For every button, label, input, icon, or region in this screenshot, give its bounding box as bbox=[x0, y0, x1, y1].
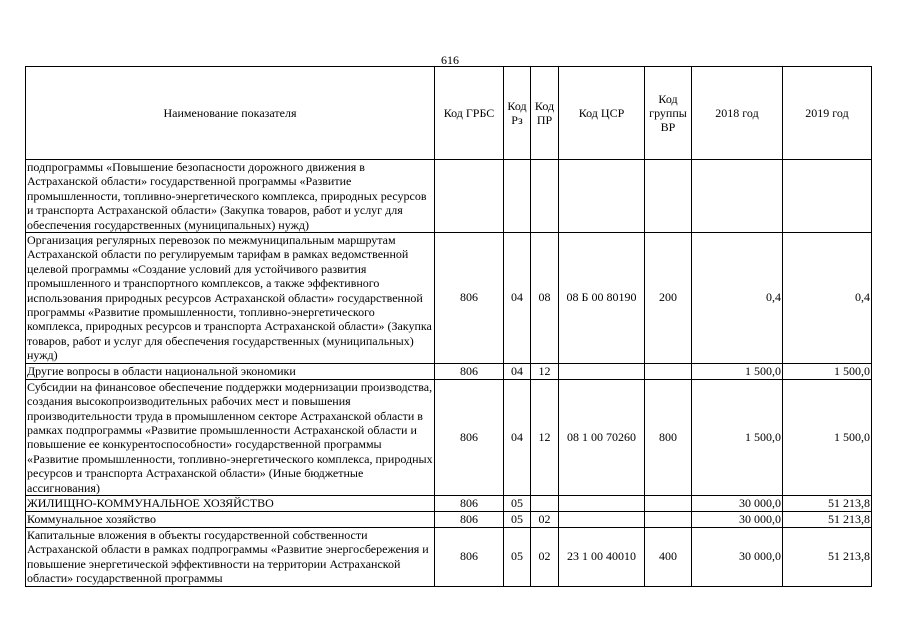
row-2019: 51 213,8 bbox=[783, 495, 872, 511]
table-row bbox=[26, 160, 872, 233]
row-2019 bbox=[783, 160, 872, 233]
row-2018: 0,4 bbox=[692, 233, 783, 364]
row-2019: 51 213,8 bbox=[783, 527, 872, 586]
row-pr: 12 bbox=[531, 363, 559, 379]
row-vr bbox=[645, 495, 692, 511]
col-header-pr: Код ПР bbox=[531, 67, 559, 160]
row-2019: 1 500,0 bbox=[783, 363, 872, 379]
row-csr: 08 Б 00 80190 bbox=[559, 233, 645, 364]
col-header-vr: Код группы ВР bbox=[645, 67, 692, 160]
row-name: Капитальные вложения в объекты государственной собственности Астраханской области в рамках подпрограммы «Развитие энергосбережения и повышение энергетической эффективности на территории Астраханской области» государственной программы bbox=[26, 527, 435, 586]
row-grbs: 806 bbox=[435, 527, 504, 586]
row-grbs: 806 bbox=[435, 511, 504, 527]
row-rz: 04 bbox=[504, 363, 531, 379]
row-pr: 08 bbox=[531, 233, 559, 364]
col-header-rz: Код Рз bbox=[504, 67, 531, 160]
row-grbs: 806 bbox=[435, 495, 504, 511]
row-vr bbox=[645, 511, 692, 527]
row-csr bbox=[559, 160, 645, 233]
row-grbs: 806 bbox=[435, 363, 504, 379]
table-row bbox=[26, 511, 872, 527]
row-2018: 1 500,0 bbox=[692, 363, 783, 379]
row-name: ЖИЛИЩНО-КОММУНАЛЬНОЕ ХОЗЯЙСТВО bbox=[26, 495, 435, 511]
row-vr: 400 bbox=[645, 527, 692, 586]
row-2019: 51 213,8 bbox=[783, 511, 872, 527]
table-row bbox=[26, 379, 872, 495]
row-vr bbox=[645, 363, 692, 379]
row-name: Коммунальное хозяйство bbox=[26, 511, 435, 527]
row-rz: 05 bbox=[504, 495, 531, 511]
row-pr bbox=[531, 495, 559, 511]
row-2019: 0,4 bbox=[783, 233, 872, 364]
table-row bbox=[26, 527, 872, 586]
row-rz bbox=[504, 160, 531, 233]
page-number: 616 bbox=[441, 53, 459, 67]
table-row bbox=[26, 233, 872, 364]
row-name: Другие вопросы в области национальной экономики bbox=[26, 363, 435, 379]
row-csr bbox=[559, 495, 645, 511]
row-2018: 30 000,0 bbox=[692, 495, 783, 511]
row-pr: 02 bbox=[531, 511, 559, 527]
col-header-2019: 2019 год bbox=[783, 67, 872, 160]
row-name: Организация регулярных перевозок по межмуниципальным маршрутам Астраханской области по регулируемым тарифам в рамках ведомственной целевой программы «Создание условий для устойчивого развития промышленного и транспортного комплексов, а также эффективного использования природных ресурсов Астраханской области» государственной программы «Развитие промышленности, топливно-энергетического комплекса, природных ресурсов и транспорта Астраханской области» (Закупка товаров, работ и услуг для обеспечения государственных (муниципальных) нужд) bbox=[26, 233, 435, 364]
row-csr: 08 1 00 70260 bbox=[559, 379, 645, 495]
row-2018 bbox=[692, 160, 783, 233]
row-vr: 200 bbox=[645, 233, 692, 364]
row-grbs: 806 bbox=[435, 379, 504, 495]
row-rz: 04 bbox=[504, 233, 531, 364]
row-csr bbox=[559, 511, 645, 527]
row-name: подпрограммы «Повышение безопасности дорожного движения в Астраханской области» государственной программы «Развитие промышленности, топливно-энергетического комплекса, природных ресурсов и транспорта Астраханской области» (Закупка товаров, работ и услуг для обеспечения государственных (муниципальных) нужд) bbox=[26, 160, 435, 233]
table-row bbox=[26, 495, 872, 511]
row-rz: 05 bbox=[504, 527, 531, 586]
row-name: Субсидии на финансовое обеспечение поддержки модернизации производства, создания высокопроизводительных рабочих мест и повышения производительности труда в промышленном секторе Астраханской области в рамках подпрограммы «Развитие промышленности Астраханской области и повышение ее конкурентоспособности» государственной программы «Развитие промышленности, топливно-энергетического комплекса, природных ресурсов и транспорта Астраханской области» (Иные бюджетные ассигнования) bbox=[27, 379, 433, 495]
row-2019: 1 500,0 bbox=[783, 379, 872, 495]
row-vr bbox=[645, 160, 692, 233]
row-pr: 02 bbox=[531, 527, 559, 586]
row-csr bbox=[559, 363, 645, 379]
row-2018: 30 000,0 bbox=[692, 511, 783, 527]
col-header-grbs: Код ГРБС bbox=[435, 67, 504, 160]
row-vr: 800 bbox=[645, 379, 692, 495]
table-header-row bbox=[26, 67, 872, 160]
col-header-2018: 2018 год bbox=[692, 67, 783, 160]
table-row bbox=[26, 363, 872, 379]
row-grbs bbox=[435, 160, 504, 233]
col-header-csr: Код ЦСР bbox=[559, 67, 645, 160]
budget-table bbox=[25, 66, 872, 587]
row-pr: 12 bbox=[531, 379, 559, 495]
row-2018: 30 000,0 bbox=[692, 527, 783, 586]
row-pr bbox=[531, 160, 559, 233]
row-2018: 1 500,0 bbox=[692, 379, 783, 495]
row-grbs: 806 bbox=[435, 233, 504, 364]
row-csr: 23 1 00 40010 bbox=[559, 527, 645, 586]
row-rz: 05 bbox=[504, 511, 531, 527]
row-rz: 04 bbox=[504, 379, 531, 495]
col-header-name: Наименование показателя bbox=[26, 67, 435, 160]
